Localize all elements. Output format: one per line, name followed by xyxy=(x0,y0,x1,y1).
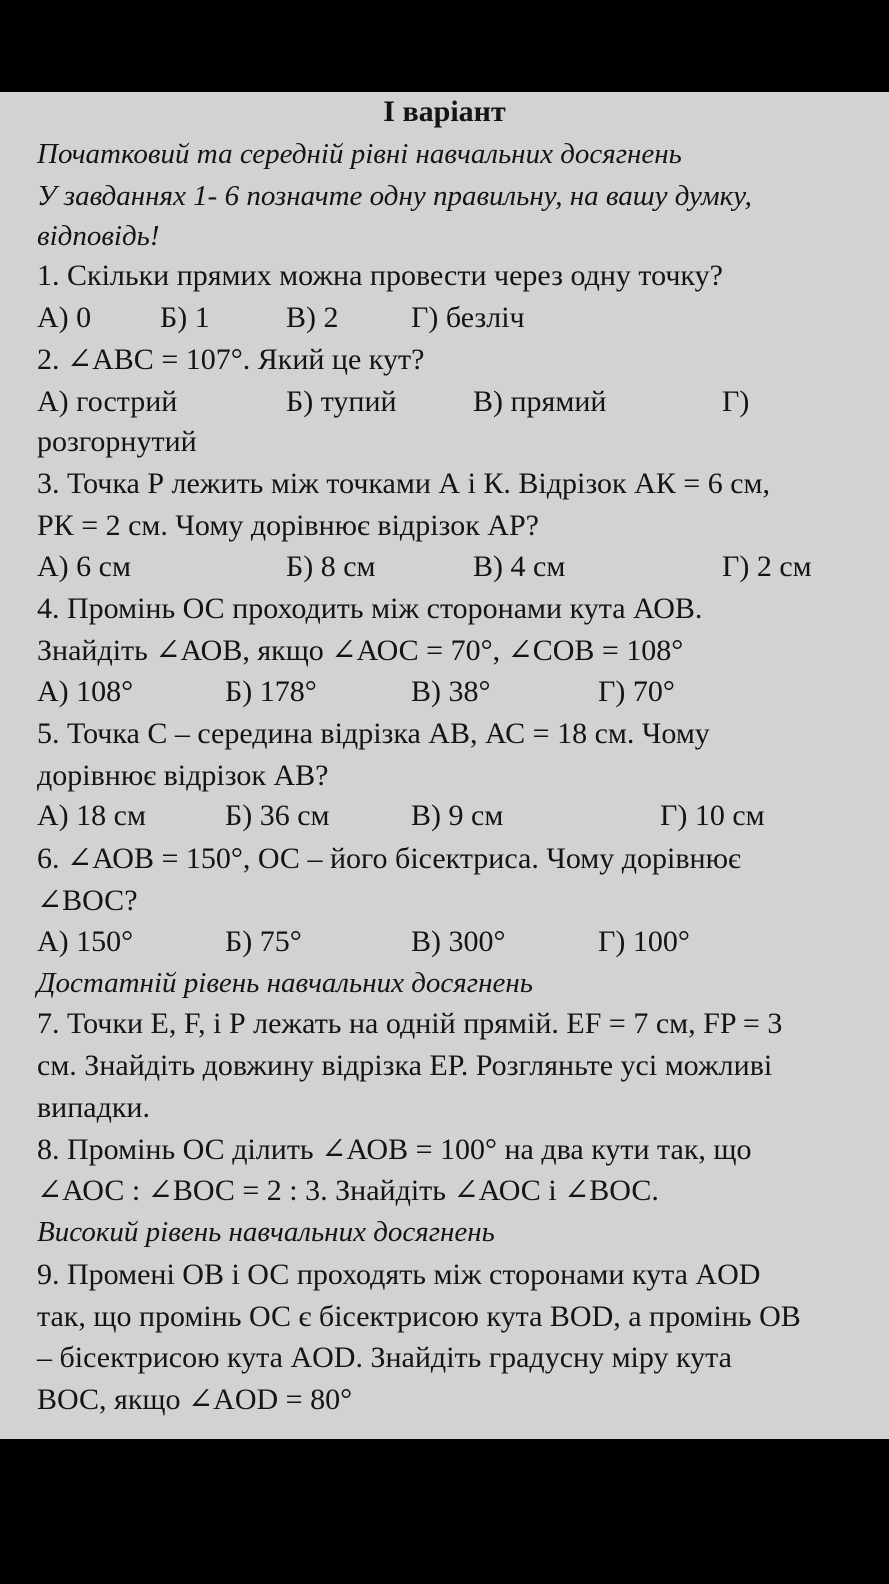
worksheet-page xyxy=(0,92,889,1439)
q6-option-c: В) 300° xyxy=(411,925,506,958)
q3-option-b: Б) 8 см xyxy=(286,550,376,583)
q4-option-a: А) 108° xyxy=(37,675,134,708)
q5-text-2: дорівнює відрізок АВ? xyxy=(37,759,329,792)
q1-option-d: Г) безліч xyxy=(411,301,525,334)
q3-option-d: Г) 2 см xyxy=(722,550,812,583)
q4-option-c: В) 38° xyxy=(411,675,491,708)
q2-option-b: Б) тупий xyxy=(286,385,397,418)
q7-text-3: випадки. xyxy=(37,1091,150,1124)
q1-option-c: В) 2 xyxy=(286,301,339,334)
q5-text-1: 5. Точка С – середина відрізка АВ, АС = 18 см. Чому xyxy=(37,717,710,750)
q7-text-2: см. Знайдіть довжину відрізка ЕР. Розгляньте усі можливі xyxy=(37,1049,773,1082)
q4-option-d: Г) 70° xyxy=(598,675,675,708)
level3-heading: Високий рівень навчальних досягнень xyxy=(37,1216,495,1248)
q3-text-2: РК = 2 см. Чому дорівнює відрізок АР? xyxy=(37,509,539,542)
instruction-line-1: У завданнях 1- 6 позначте одну правильну, на вашу думку, xyxy=(37,180,752,212)
q2-option-c: В) прямий xyxy=(473,385,607,418)
q9-text-4: ВОС, якщо ∠АOD = 80° xyxy=(37,1383,353,1416)
q5-option-a: А) 18 см xyxy=(37,799,146,832)
q3-option-c: В) 4 см xyxy=(473,550,566,583)
q2-option-d: Г) xyxy=(722,385,750,418)
q2-text: 2. ∠ABC = 107°. Який це кут? xyxy=(37,343,425,376)
q9-text-3: – бісектрисою кута AOD. Знайдіть градусну міру кута xyxy=(37,1341,732,1374)
q6-option-a: А) 150° xyxy=(37,925,134,958)
q1-option-a: А) 0 xyxy=(37,301,92,334)
q9-text-1: 9. Промені ОВ і ОС проходять між сторонами кута AOD xyxy=(37,1258,761,1291)
level2-heading: Достатній рівень навчальних досягнень xyxy=(37,967,533,999)
q5-option-c: В) 9 см xyxy=(411,799,504,832)
q4-text-2: Знайдіть ∠АОВ, якщо ∠АОС = 70°, ∠СОВ = 108° xyxy=(37,634,684,667)
q6-text-2: ∠ВОС? xyxy=(37,884,138,917)
q6-option-b: Б) 75° xyxy=(225,925,302,958)
q5-option-d: Г) 10 см xyxy=(660,799,765,832)
q4-option-b: Б) 178° xyxy=(225,675,317,708)
q6-option-d: Г) 100° xyxy=(598,925,690,958)
q4-text-1: 4. Промінь ОС проходить між сторонами кута АОВ. xyxy=(37,592,703,625)
q2-option-a: А) гострий xyxy=(37,385,178,418)
q1-option-b: Б) 1 xyxy=(160,301,210,334)
q7-text-1: 7. Точки Е, F, і Р лежать на одній прямій. EF = 7 см, FP = 3 xyxy=(37,1007,783,1040)
q3-text-1: 3. Точка Р лежить між точками А і К. Відрізок АК = 6 см, xyxy=(37,467,771,500)
q3-option-a: А) 6 см xyxy=(37,550,131,583)
q8-text-2: ∠АОС : ∠ВОС = 2 : 3. Знайдіть ∠АОС і ∠ВОС. xyxy=(37,1174,659,1207)
instruction-line-2: відповідь! xyxy=(37,220,160,252)
q2-option-d-cont: розгорнутий xyxy=(37,425,197,458)
q8-text-1: 8. Промінь ОС ділить ∠АОВ = 100° на два кути так, що xyxy=(37,1133,752,1166)
q9-text-2: так, що промінь ОС є бісектрисою кута BOD, а промінь ОВ xyxy=(37,1300,801,1333)
level1-heading: Початковий та середній рівні навчальних досягнень xyxy=(37,138,682,170)
q1-text: 1. Скільки прямих можна провести через одну точку? xyxy=(37,259,723,292)
variant-title: I варіант xyxy=(383,95,506,128)
q6-text-1: 6. ∠АОВ = 150°, ОС – його бісектриса. Чому дорівнює xyxy=(37,842,741,875)
q5-option-b: Б) 36 см xyxy=(225,799,330,832)
